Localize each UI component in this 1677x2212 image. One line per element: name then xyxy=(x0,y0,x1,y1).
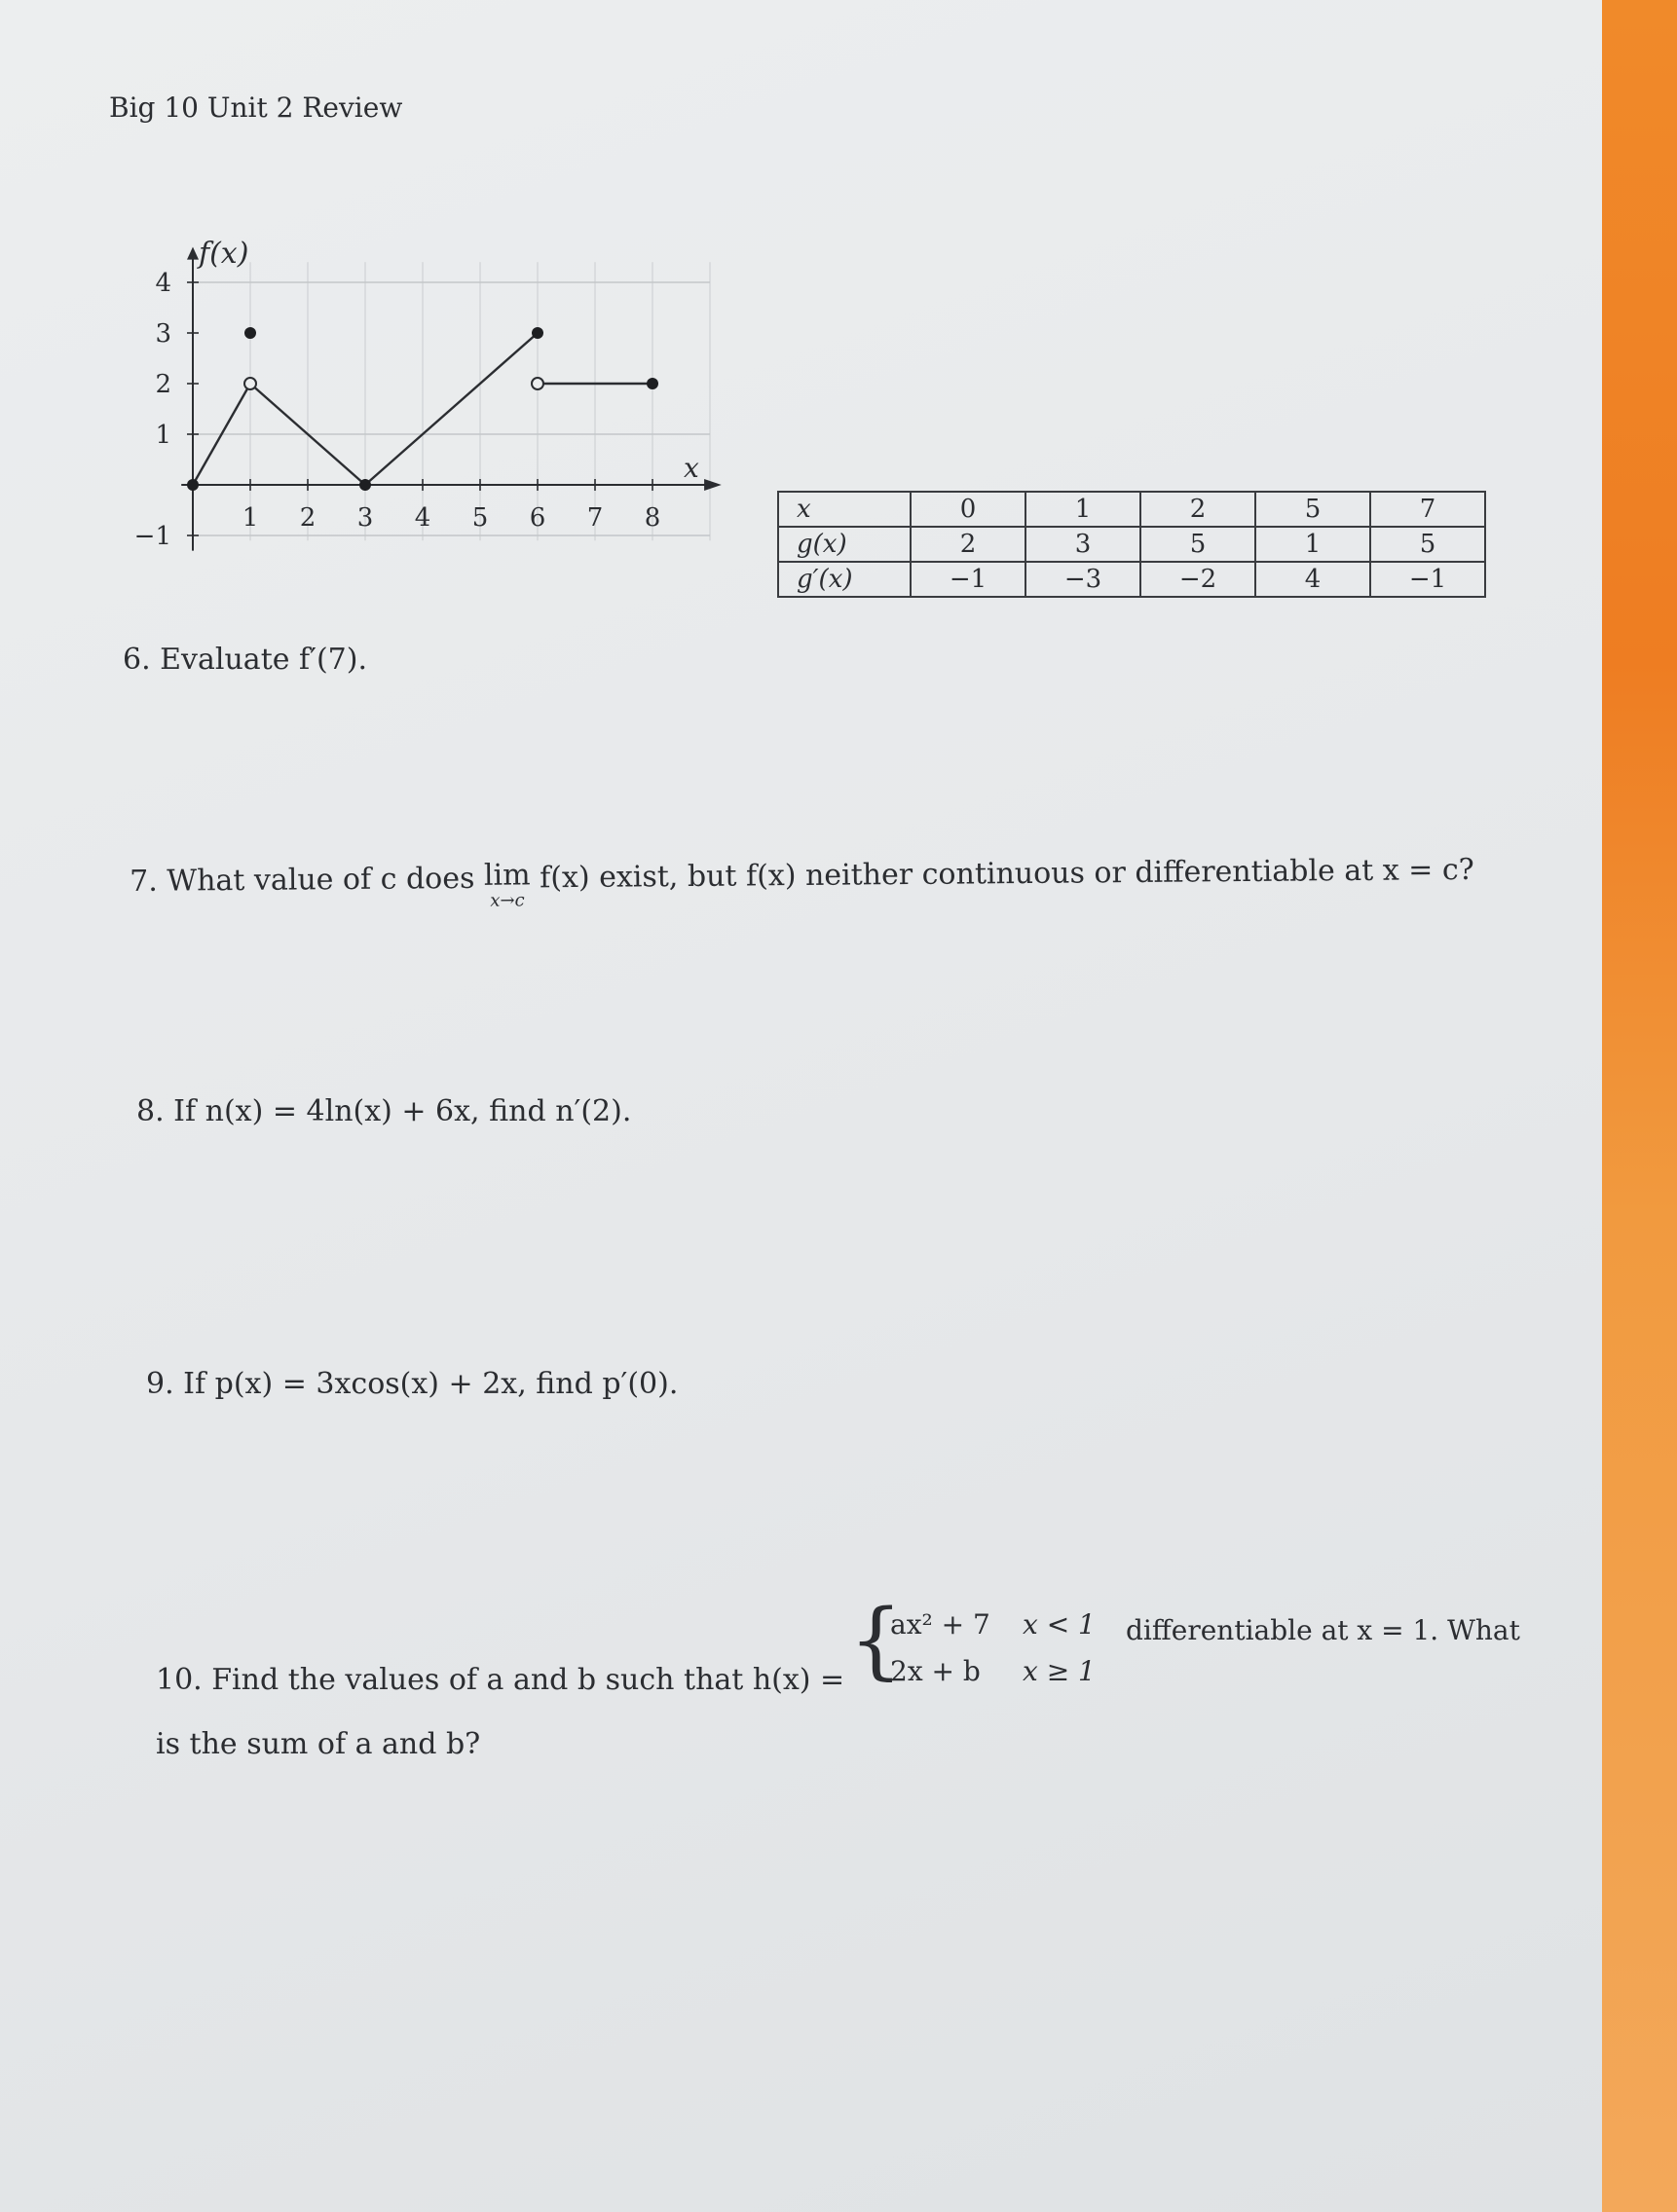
table-cell: 1 xyxy=(1255,527,1370,562)
graph-function-label: f(x) xyxy=(199,237,249,271)
closed-point xyxy=(359,479,371,491)
table-row-label: x xyxy=(778,492,911,527)
table-cell: 5 xyxy=(1370,527,1485,562)
x-tick-label: 6 xyxy=(529,503,546,533)
x-tick-label: 2 xyxy=(299,503,317,533)
graph-axis-label: x xyxy=(684,452,699,484)
graph-ticks xyxy=(134,269,661,551)
table-row-label: g(x) xyxy=(778,527,911,562)
table-cell: −1 xyxy=(1370,562,1485,597)
table-row xyxy=(778,527,1485,562)
x-tick-label: 1 xyxy=(242,503,259,533)
question-10-tail: differentiable at x = 1. What xyxy=(1126,1614,1520,1646)
table-cell: 4 xyxy=(1255,562,1370,597)
g-values-table xyxy=(777,491,1486,598)
table-row xyxy=(778,492,1485,527)
graph-segment xyxy=(365,333,538,485)
table-row-label: g′(x) xyxy=(778,562,911,597)
y-tick-label: 1 xyxy=(155,421,171,450)
table-cell: 5 xyxy=(1140,527,1255,562)
table-cell: −3 xyxy=(1025,562,1140,597)
question-9: 9. If p(x) = 3xcos(x) + 2x, find p′(0). xyxy=(146,1367,679,1401)
question-10-line-2: is the sum of a and b? xyxy=(156,1727,481,1761)
x-tick-label: 3 xyxy=(356,503,374,533)
piecewise-brace: { xyxy=(849,1592,903,1689)
closed-point xyxy=(532,327,543,339)
question-10-line-1: 10. Find the values of a and b such that h(x) = xyxy=(156,1663,845,1697)
graph-axes xyxy=(181,247,722,551)
question-7-text-b: f(x) exist, but f(x) neither continuous or differentiable at x = c? xyxy=(540,852,1474,896)
y-axis-arrow xyxy=(187,247,199,260)
worksheet-title: Big 10 Unit 2 Review xyxy=(109,92,403,124)
y-tick-label: 3 xyxy=(155,319,171,349)
function-graph xyxy=(127,214,730,584)
table-cell: 1 xyxy=(1025,492,1140,527)
table-cell: 5 xyxy=(1255,492,1370,527)
table-cell: −1 xyxy=(911,562,1025,597)
open-point xyxy=(244,378,256,389)
table-cell: 2 xyxy=(911,527,1025,562)
limit-lim: lim xyxy=(483,858,531,893)
y-tick-label: 2 xyxy=(155,370,171,399)
y-tick-label: −1 xyxy=(133,522,171,551)
piecewise-case-1-cond: x < 1 xyxy=(1023,1608,1096,1641)
table-cell: 0 xyxy=(911,492,1025,527)
x-tick-label: 4 xyxy=(414,503,431,533)
closed-point xyxy=(647,378,658,389)
table-cell: 7 xyxy=(1370,492,1485,527)
limit-subscript: x→c xyxy=(490,890,525,911)
piecewise-case-1-expr: ax² + 7 xyxy=(890,1608,990,1641)
x-tick-label: 5 xyxy=(471,503,489,533)
piecewise-definition xyxy=(849,1592,1132,1704)
question-6: 6. Evaluate f′(7). xyxy=(123,643,367,677)
question-8: 8. If n(x) = 4ln(x) + 6x, find n′(2). xyxy=(136,1094,632,1128)
closed-point xyxy=(187,479,199,491)
x-tick-label: 8 xyxy=(644,503,661,533)
orange-background-edge xyxy=(1602,0,1677,2212)
question-7-text-a: 7. What value of c does xyxy=(130,861,475,899)
piecewise-case-2-cond: x ≥ 1 xyxy=(1023,1655,1096,1687)
closed-point xyxy=(244,327,256,339)
x-tick-label: 7 xyxy=(586,503,604,533)
table-cell: −2 xyxy=(1140,562,1255,597)
x-axis-arrow xyxy=(704,479,722,491)
table-cell: 2 xyxy=(1140,492,1255,527)
open-point xyxy=(532,378,543,389)
table-cell: 3 xyxy=(1025,527,1140,562)
y-tick-label: 4 xyxy=(155,269,171,298)
piecewise-case-2-expr: 2x + b xyxy=(890,1655,981,1687)
table-row xyxy=(778,562,1485,597)
limit-notation xyxy=(483,858,531,911)
